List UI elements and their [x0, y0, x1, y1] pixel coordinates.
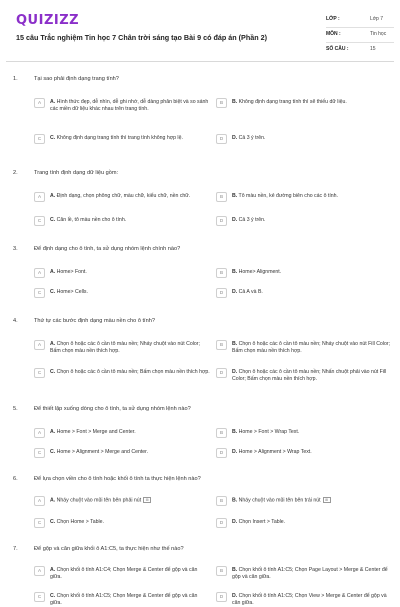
option-prefix: D. [232, 593, 238, 599]
question-number: 6. [13, 476, 18, 482]
option-prefix: A. [50, 497, 56, 504]
question-number: 5. [13, 406, 18, 412]
option-prefix: C. [50, 369, 56, 375]
option-prefix: C. [50, 519, 56, 525]
option-prefix: B. [232, 193, 238, 199]
option-body: Cả A và B. [238, 289, 263, 295]
option-text [50, 341, 210, 355]
option-body: Home > Alignment > Wrap Text. [238, 449, 312, 455]
option-prefix: A. [50, 567, 56, 573]
option-letter-box: D [216, 134, 227, 144]
option-letter-box: A [34, 98, 45, 108]
option-prefix: C. [50, 449, 56, 455]
question-text: Trang tính định dạng dữ liệu gồm: [34, 170, 119, 176]
option-text [50, 99, 210, 113]
option-text [50, 217, 210, 224]
option-letter-box: A [34, 428, 45, 438]
option-letter-box: A [34, 496, 45, 506]
option-body: Chọn Insert > Table. [238, 519, 286, 525]
option-letter-box: D [216, 518, 227, 528]
option-text [50, 429, 210, 436]
option-letter-box: D [216, 592, 227, 602]
option-text [50, 269, 210, 276]
option-prefix: A. [50, 429, 56, 435]
option-letter-box: C [34, 518, 45, 528]
option-prefix: C. [50, 217, 56, 223]
option-prefix: B. [232, 341, 238, 347]
option-body: Chọn Home > Table. [56, 519, 104, 525]
question-number: 2. [13, 170, 18, 176]
question-text: Để gộp và căn giữa khối ô A1:C5, ta thực hiện như thế nào? [34, 546, 184, 552]
option-body: Không định dạng trang tính thì trang tính không hợp lệ. [56, 135, 183, 141]
option-body: Chọn khối ô tính A1:C5; Chọn Page Layout > Merge & Center để gộp và căn giữa. [232, 567, 388, 581]
question-number: 7. [13, 546, 18, 552]
document-title: 15 câu Trắc nghiệm Tin học 7 Chân trời sáng tạo Bài 9 có đáp án (Phần 2) [16, 33, 268, 42]
option-letter-box: A [34, 340, 45, 350]
option-letter-box: C [34, 216, 45, 226]
option-letter-box: C [34, 592, 45, 602]
option-body: Chọn ô hoặc các ô cần tô màu nền; Nháy chuột vào nút Color; Bấm chọn màu nền thích hợp. [50, 341, 200, 355]
meta-row-class [326, 13, 394, 28]
option-body: Chọn ô hoặc các ô cần tô màu nền; Nhấn chuột phải vào nút Fill Color; Bấm chọn màu nền thích hợp. [232, 369, 387, 383]
option-prefix: B. [232, 497, 238, 504]
option-text [50, 519, 210, 526]
meta-row-count [326, 43, 394, 58]
option-prefix: A. [50, 193, 56, 199]
question-number: 1. [13, 76, 18, 82]
option-text [50, 593, 210, 607]
option-body: Chọn ô hoặc các ô cần tô màu nền; Bấm chọn màu nền thích hợp. [56, 369, 210, 375]
option-body: Cả 3 ý trên. [238, 135, 266, 141]
question-text: Tại sao phải định dạng trang tính? [34, 76, 119, 82]
meta-value: Tin học [370, 31, 387, 37]
option-text [50, 369, 210, 376]
option-text [232, 519, 392, 526]
option-prefix: D. [232, 519, 238, 525]
option-letter-box: C [34, 448, 45, 458]
option-text [232, 429, 392, 436]
option-body: Home > Font > Wrap Text. [238, 429, 300, 435]
option-text [50, 497, 210, 505]
option-body: Định dạng, chọn phông chữ, màu chữ, kiểu chữ, nền chữ. [56, 193, 191, 199]
meta-row-subject [326, 28, 394, 43]
borders-icon: ⊞ [323, 497, 331, 503]
question-number: 3. [13, 246, 18, 252]
page-header [6, 0, 394, 62]
option-letter-box: B [216, 268, 227, 278]
option-body: Chọn khối ô tính A1:C5; Chọn Merge & Center để gộp và căn giữa. [50, 593, 198, 607]
option-letter-box: D [216, 288, 227, 298]
option-letter-box: D [216, 448, 227, 458]
option-prefix: D. [232, 289, 238, 295]
option-letter-box: B [216, 496, 227, 506]
option-letter-box: C [34, 288, 45, 298]
option-body: Chọn khối ô tính A1:C5; Chọn View > Merge & Center để gộp và căn giữa. [232, 593, 387, 607]
option-text [232, 135, 392, 142]
option-body: Nháy chuột vào mũi tên bên phải nút [56, 497, 142, 504]
question-text: Thứ tự các bước định dạng màu nền cho ô tính? [34, 318, 155, 324]
option-body: Tô màu nền, kẻ đường biên cho các ô tính. [238, 193, 338, 199]
option-letter-box: D [216, 216, 227, 226]
option-prefix: A. [50, 99, 56, 105]
question-text: Để định dạng cho ô tính, ta sử dụng nhóm lệnh chính nào? [34, 246, 181, 252]
meta-value: 15 [370, 46, 376, 52]
option-body: Cả 3 ý trên. [238, 217, 266, 223]
option-body: Home > Alignment > Merge and Center. [56, 449, 149, 455]
option-text [232, 193, 392, 200]
option-letter-box: B [216, 340, 227, 350]
option-text [50, 567, 210, 581]
option-letter-box: B [216, 98, 227, 108]
option-text [50, 289, 210, 296]
option-prefix: B. [232, 99, 238, 105]
option-letter-box: B [216, 566, 227, 576]
option-prefix: C. [50, 289, 56, 295]
option-body: Nháy chuột vào mũi tên bên trái nút [238, 497, 321, 504]
option-text [232, 449, 392, 456]
option-text [232, 593, 392, 607]
option-prefix: C. [50, 135, 56, 141]
option-letter-box: C [34, 134, 45, 144]
option-body: Không định dạng trang tính thì sẽ thiếu dữ liệu. [238, 99, 347, 105]
option-prefix: D. [232, 135, 238, 141]
option-letter-box: A [34, 268, 45, 278]
option-letter-box: A [34, 192, 45, 202]
option-prefix: D. [232, 449, 238, 455]
meta-label: MÔN : [326, 31, 341, 37]
option-text [232, 497, 392, 505]
option-prefix: B. [232, 429, 238, 435]
option-text [232, 289, 392, 296]
option-text [232, 99, 392, 106]
meta-label: SỐ CÂU : [326, 46, 349, 52]
option-body: Home > Font > Merge and Center. [56, 429, 136, 435]
option-text [50, 135, 210, 142]
meta-box [326, 13, 394, 58]
option-prefix: D. [232, 369, 238, 375]
option-prefix: B. [232, 269, 238, 275]
borders-icon: ⊞ [143, 497, 151, 503]
option-body: Home> Alignment. [238, 269, 282, 275]
option-letter-box: A [34, 566, 45, 576]
option-letter-box: D [216, 368, 227, 378]
option-text [232, 369, 392, 383]
option-text [232, 341, 392, 355]
option-body: Home> Cells. [56, 289, 88, 295]
option-body: Căn lề, tô màu nền cho ô tính. [56, 217, 127, 223]
quizizz-logo: QUIZIZZ [16, 13, 80, 28]
option-text [50, 449, 210, 456]
question-text: Để thiết lập xuống dòng cho ô tính, ta sử dụng nhóm lệnh nào? [34, 406, 191, 412]
option-body: Home> Font. [56, 269, 87, 275]
option-letter-box: B [216, 192, 227, 202]
meta-label: LỚP : [326, 16, 340, 22]
question-text: Để lựa chọn viền cho ô tính hoặc khối ô tính ta thực hiện lệnh nào? [34, 476, 201, 482]
question-number: 4. [13, 318, 18, 324]
option-body: Chọn ô hoặc các ô cần tô màu nền; Nháy chuột vào nút Fill Color; Bấm chọn màu nền thích hợp. [232, 341, 391, 355]
option-letter-box: C [34, 368, 45, 378]
option-prefix: C. [50, 593, 56, 599]
option-text [232, 269, 392, 276]
option-prefix: A. [50, 341, 56, 347]
meta-value: Lớp 7 [370, 16, 384, 22]
option-body: Hình thức đẹp, dễ nhìn, dễ ghi nhớ, dễ dàng phân biệt và so sánh các miền dữ liệu khác nhau trên trang tính. [50, 99, 209, 113]
option-letter-box: B [216, 428, 227, 438]
option-text [50, 193, 210, 200]
option-text [232, 217, 392, 224]
option-prefix: A. [50, 269, 56, 275]
option-body: Chọn khối ô tính A1:C4; Chọn Merge & Center để gộp và căn giữa. [50, 567, 198, 581]
option-prefix: B. [232, 567, 238, 573]
option-prefix: D. [232, 217, 238, 223]
option-text [232, 567, 392, 581]
